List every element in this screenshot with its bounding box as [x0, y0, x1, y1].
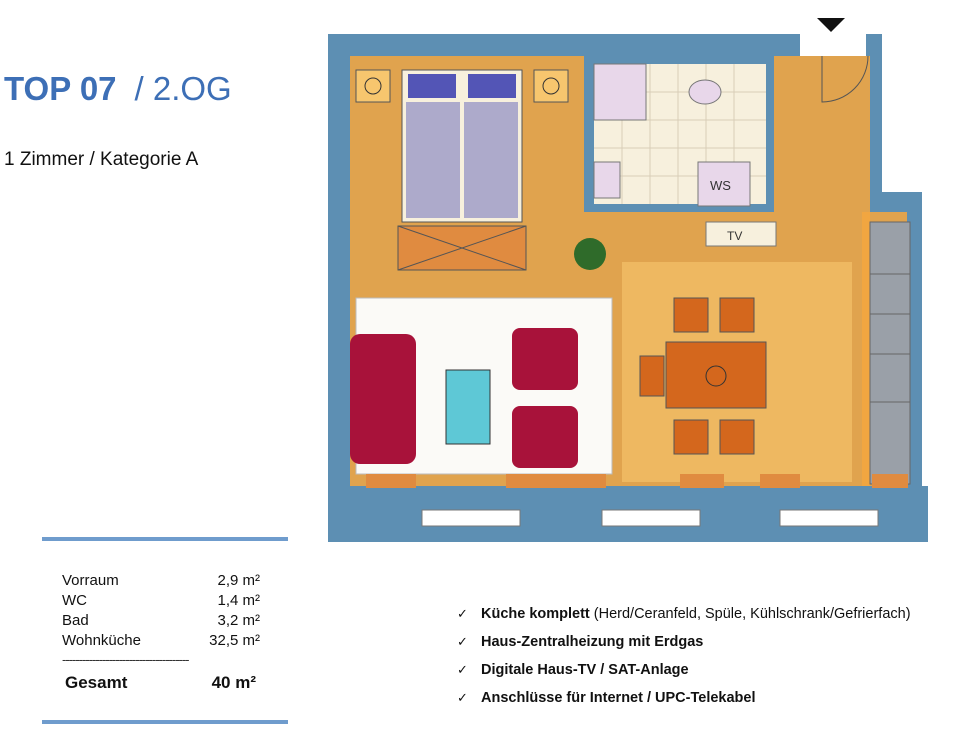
armchair — [512, 328, 578, 390]
chair — [674, 298, 708, 332]
radiator — [872, 474, 908, 488]
divider-top — [42, 537, 288, 541]
bed-duvet-left — [406, 102, 460, 218]
feature-item — [457, 603, 911, 631]
room-name: Wohnküche — [62, 632, 141, 649]
chair — [720, 298, 754, 332]
total-row — [62, 673, 268, 693]
window — [602, 510, 700, 526]
feature-title: Anschlüsse für Internet / UPC-Telekabel — [481, 690, 756, 706]
room-area: 2,9 m² — [217, 572, 260, 589]
chair — [674, 420, 708, 454]
washbasin — [594, 162, 620, 198]
entrance-arrow-icon — [817, 18, 845, 32]
feature-detail: (Herd/Ceranfeld, Spüle, Kühlschrank/Gefrierfach) — [589, 606, 911, 622]
apartment-category: 1 Zimmer / Kategorie A — [4, 149, 199, 170]
window — [422, 510, 520, 526]
nightstand — [356, 70, 390, 102]
room-name: WC — [62, 592, 87, 609]
radiator — [506, 474, 606, 488]
radiator — [760, 474, 800, 488]
kitchen-counter — [870, 222, 910, 484]
toilet — [689, 80, 721, 104]
feature-title: Haus-Zentralheizung mit Erdgas — [481, 634, 704, 650]
coffee-table — [446, 370, 490, 444]
feature-item — [457, 631, 911, 659]
area-row — [62, 591, 268, 611]
floor-label: / 2.OG — [134, 70, 232, 107]
pillow — [468, 74, 516, 98]
bed-duvet-right — [464, 102, 518, 218]
checkmark-icon: ✓ — [457, 606, 468, 621]
room-name: Vorraum — [62, 572, 119, 589]
page-title — [4, 70, 232, 108]
area-row — [62, 571, 268, 591]
armchair — [512, 406, 578, 468]
room-area: 3,2 m² — [217, 612, 260, 629]
feature-title: Digitale Haus-TV / SAT-Anlage — [481, 662, 689, 678]
floor-plan — [322, 12, 952, 542]
washer-label: WS — [710, 178, 731, 193]
feature-list — [457, 603, 911, 715]
checkmark-icon: ✓ — [457, 634, 468, 649]
dining-bench — [640, 356, 664, 396]
radiator — [680, 474, 724, 488]
pillow — [408, 74, 456, 98]
total-value: 40 m² — [211, 673, 256, 692]
room-area: 32,5 m² — [209, 632, 260, 649]
dining-table — [666, 342, 766, 408]
divider-bottom — [42, 720, 288, 724]
dashed-separator: -------------------------------------- — [62, 653, 189, 667]
nightstand — [534, 70, 568, 102]
sofa — [350, 334, 416, 464]
feature-item — [457, 687, 911, 715]
tv-label: TV — [727, 229, 743, 243]
total-label: Gesamt — [65, 673, 128, 692]
area-row — [62, 611, 268, 631]
window — [780, 510, 878, 526]
area-table — [62, 571, 268, 693]
shower — [594, 64, 646, 120]
room-area: 1,4 m² — [217, 592, 260, 609]
feature-item — [457, 659, 911, 687]
area-row — [62, 631, 268, 651]
plant-icon — [574, 238, 606, 270]
entrance-opening — [800, 34, 866, 56]
chair — [720, 420, 754, 454]
radiator — [366, 474, 416, 488]
checkmark-icon: ✓ — [457, 662, 468, 677]
room-name: Bad — [62, 612, 89, 629]
checkmark-icon: ✓ — [457, 690, 468, 705]
feature-title: Küche komplett — [481, 606, 590, 622]
unit-number: TOP 07 — [4, 70, 117, 107]
